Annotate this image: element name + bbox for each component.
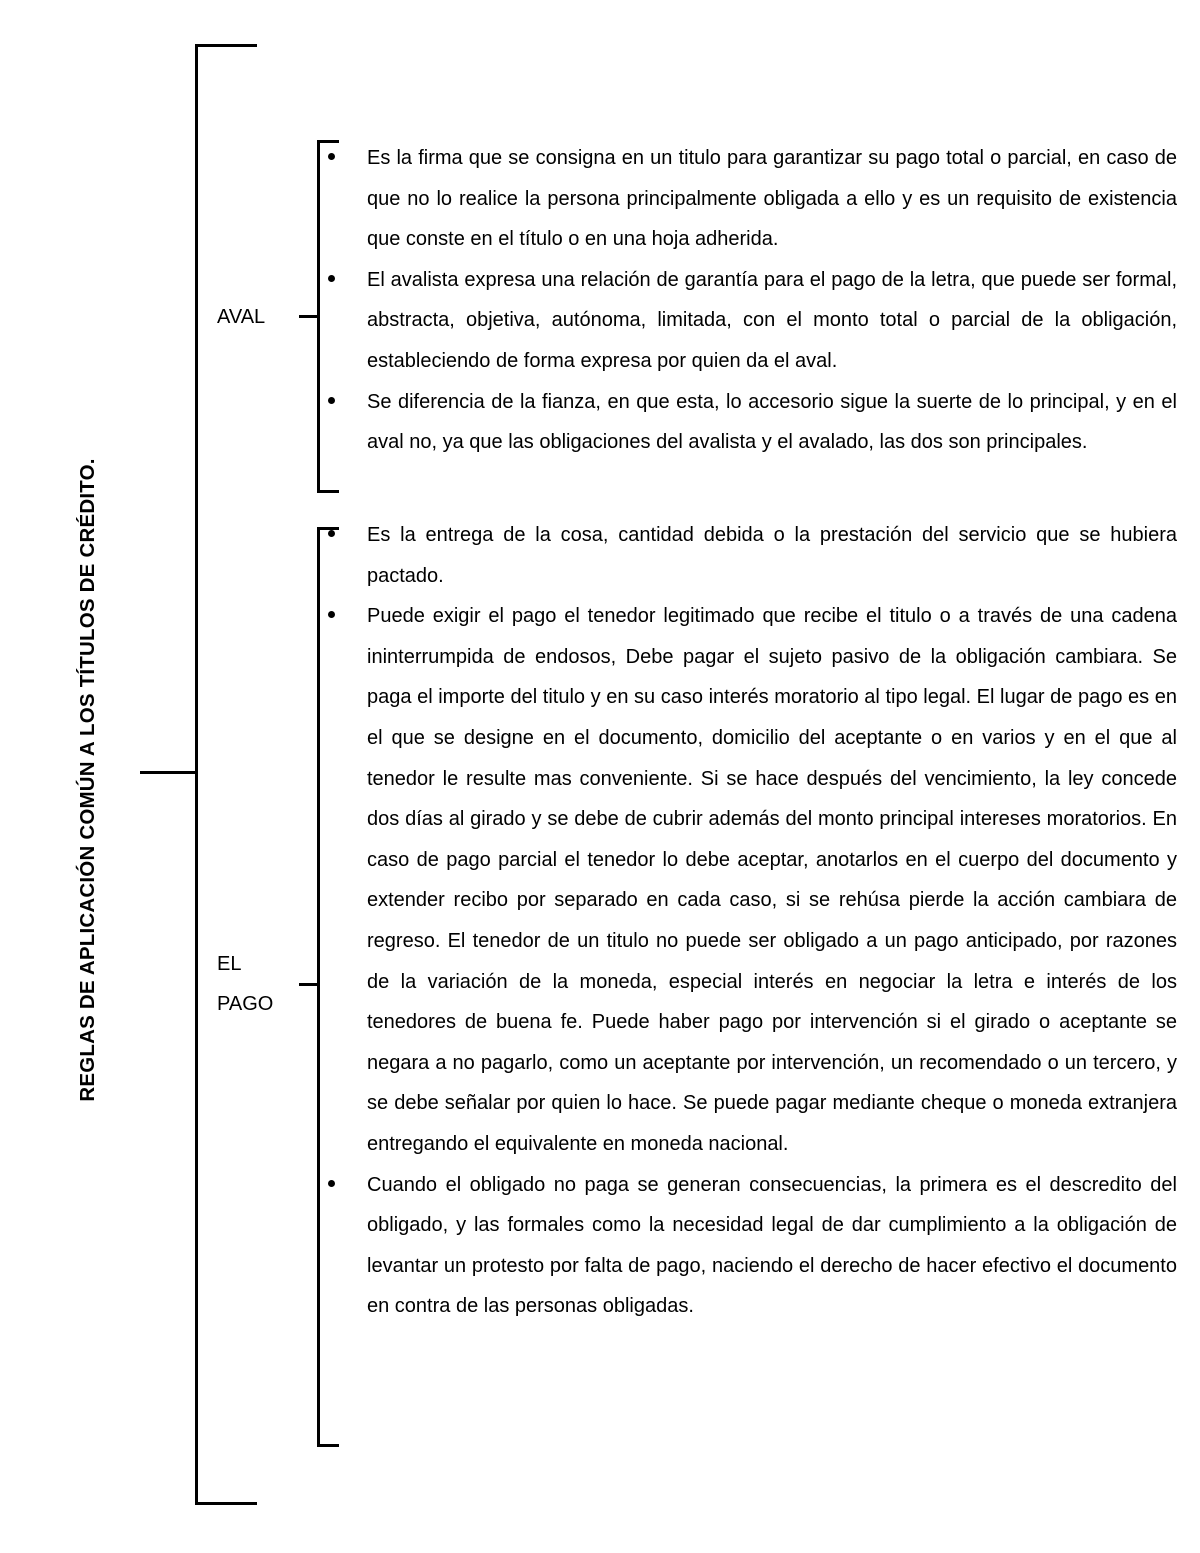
main-bracket-top-arm <box>195 44 257 47</box>
pago-list <box>325 515 1177 1327</box>
aval-bracket-stub <box>299 315 319 318</box>
aval-list-item: El avalista expresa una relación de garantía para el pago de la letra, que puede ser formal, abstracta, objetiva, autónoma, limitada, con el monto total o parcial de la obligación, estableciendo de forma expresa por quien da el aval. <box>325 260 1177 382</box>
main-bracket-stub <box>140 771 198 774</box>
pago-list-item: Es la entrega de la cosa, cantidad debida o la prestación del servicio que se hubiera pactado. <box>325 515 1177 596</box>
bullet-icon <box>328 275 335 282</box>
aval-list-item: Es la firma que se consigna en un titulo para garantizar su pago total o parcial, en caso de que no lo realice la persona principalmente obligada a ello y es un requisito de existencia que conste en el título o en una hoja adherida. <box>325 138 1177 260</box>
pago-bracket-vertical <box>317 527 320 1447</box>
bullet-icon <box>328 397 335 404</box>
aval-list-item: Se diferencia de la fianza, en que esta, lo accesorio sigue la suerte de lo principal, y en el aval no, ya que las obligaciones del avalista y el avalado, las dos son principales. <box>325 382 1177 463</box>
diagram-title-text: REGLAS DE APLICACIÓN COMÚN A LOS TÍTULOS DE CRÉDITO. <box>76 458 99 1102</box>
bullet-icon <box>328 1180 335 1187</box>
aval-label: AVAL <box>217 306 266 328</box>
bullet-icon <box>328 153 335 160</box>
pago-label-line2: PAGO <box>217 993 274 1015</box>
main-bracket-vertical <box>195 44 198 1505</box>
aval-list <box>325 138 1177 463</box>
pago-list-item: Puede exigir el pago el tenedor legitimado que recibe el titulo o a través de una cadena ininterrumpida de endosos, Debe pagar el sujeto pasivo de la obligación cambiara. Se paga el importe del titulo y en su caso interés moratorio al tipo legal. El lugar de pago es en el que se designe en el documento, domicilio del aceptante o en varios y en el que al tenedor le resulte mas conveniente. Si se hace después del vencimiento, la ley concede dos días al girado y se debe de cubrir además del monto principal intereses moratorios. En caso de pago parcial el tenedor lo debe aceptar, anotarlos en el cuerpo del documento y extender recibo por separado en cada caso, si se rehúsa pierde la acción cambiara de regreso. El tenedor de un titulo no puede ser obligado a un pago anticipado, por razones de la variación de la moneda, especial interés en negociar la letra e interés de los tenedores de buena fe. Puede haber pago por intervención si el girado o aceptante se negara a no pagarlo, como un aceptante por intervención, un recomendado o un tercero, y se debe señalar por quien lo hace. Se puede pagar mediante cheque o moneda extranjera entregando el equivalente en moneda nacional. <box>325 596 1177 1164</box>
pago-bracket-bottom-arm <box>317 1444 339 1447</box>
pago-label <box>217 944 273 1024</box>
bullet-icon <box>328 530 335 537</box>
pago-bracket-stub <box>299 983 319 986</box>
aval-bracket-vertical <box>317 140 320 493</box>
main-bracket-bottom-arm <box>195 1502 257 1505</box>
pago-label-line1: EL <box>217 953 242 975</box>
aval-bracket-bottom-arm <box>317 490 339 493</box>
bullet-icon <box>328 611 335 618</box>
pago-list-item: Cuando el obligado no paga se generan consecuencias, la primera es el descredito del obligado, y las formales como la necesidad legal de dar cumplimiento a la obligación de levantar un protesto por falta de pago, naciendo el derecho de hacer efectivo el documento en contra de las personas obligadas. <box>325 1165 1177 1327</box>
